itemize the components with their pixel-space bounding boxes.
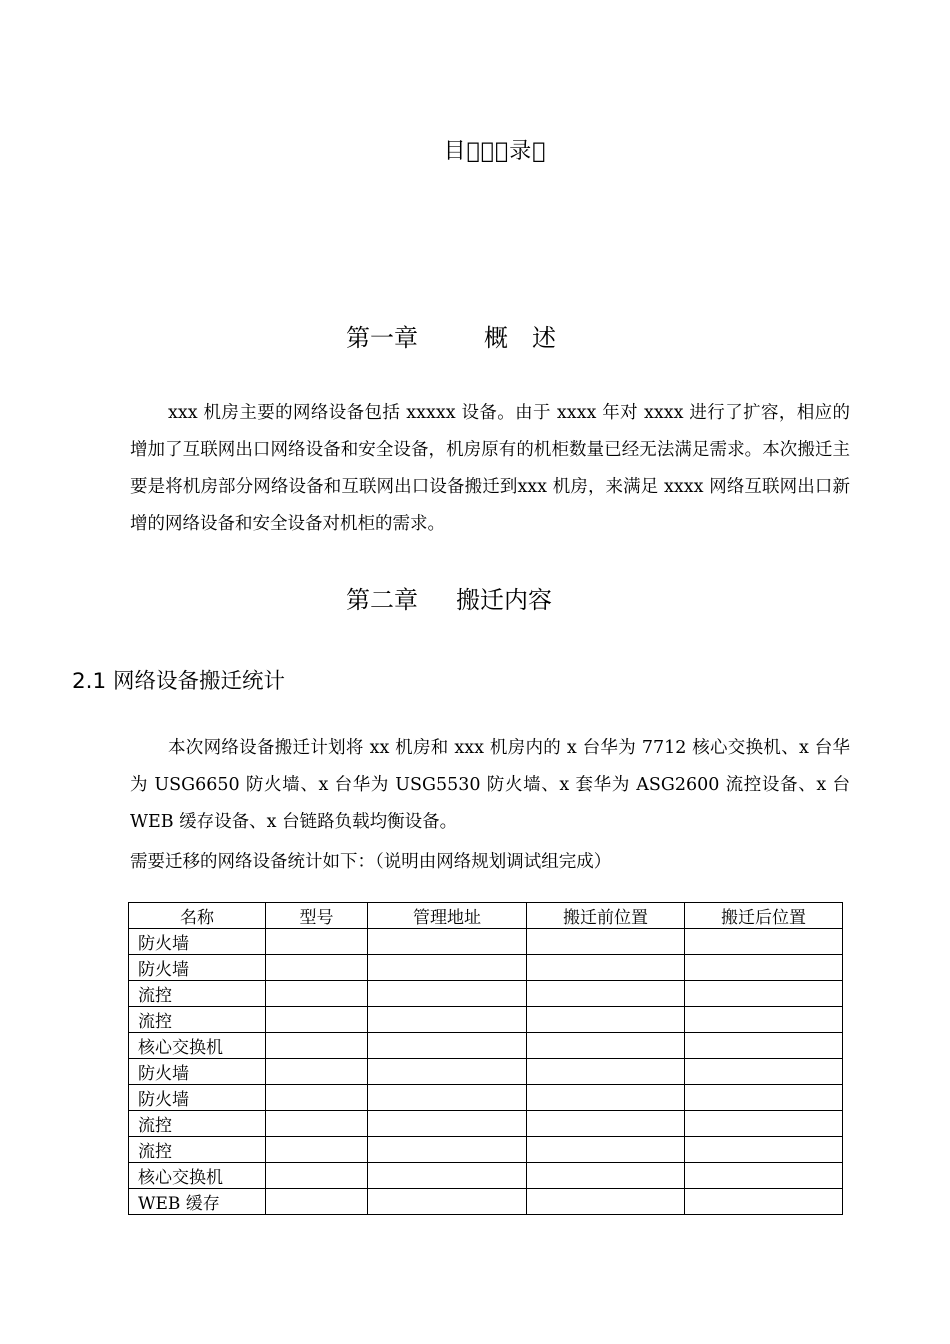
cell-mgmt-address <box>368 1007 527 1033</box>
cell-name: 核心交换机 <box>129 1033 266 1059</box>
cell-mgmt-address <box>368 1059 527 1085</box>
table-row <box>129 1085 843 1111</box>
table-row <box>129 981 843 1007</box>
cell-mgmt-address <box>368 1085 527 1111</box>
table-row <box>129 1059 843 1085</box>
cell-mgmt-address <box>368 955 527 981</box>
cell-mgmt-address <box>368 1189 527 1215</box>
cell-name: 防火墙 <box>129 929 266 955</box>
table-row <box>129 1033 843 1059</box>
cell-location-before <box>527 1033 685 1059</box>
cell-model <box>266 1033 368 1059</box>
cell-location-after <box>685 1111 843 1137</box>
cell-location-after <box>685 1085 843 1111</box>
cell-model <box>266 1085 368 1111</box>
table-row <box>129 1111 843 1137</box>
cell-location-after <box>685 981 843 1007</box>
cell-model <box>266 1059 368 1085</box>
cell-location-before <box>527 955 685 981</box>
chapter2-number: 第二章 <box>346 586 418 614</box>
cell-mgmt-address <box>368 1111 527 1137</box>
chapter2-heading <box>346 580 552 615</box>
cell-name: 流控 <box>129 1137 266 1163</box>
cell-model <box>266 955 368 981</box>
chapter1-paragraph: xxx 机房主要的网络设备包括 xxxxx 设备。由于 xxxx 年对 xxxx 进行了扩容，相应的增加了互联网出口网络设备和安全设备，机房原有的机柜数量已经无法满足需求。本次搬迁主要是将机房部分网络设备和互联网出口设备搬迁到xxx 机房，来满足 xxxx 网络互联网出口新增的网络设备和安全设备对机柜的需求。 <box>130 403 850 534</box>
cell-location-after <box>685 1007 843 1033</box>
table-row <box>129 1007 843 1033</box>
cell-name: 流控 <box>129 1111 266 1137</box>
table-caption: 需要迁移的网络设备统计如下：（说明由网络规划调试组完成） <box>130 852 612 872</box>
cell-location-before <box>527 1111 685 1137</box>
header-model: 型号 <box>266 903 368 929</box>
toc-title: 目   录  <box>443 139 547 164</box>
cell-location-after <box>685 1163 843 1189</box>
table-row <box>129 1163 843 1189</box>
header-mgmt-address: 管理地址 <box>368 903 527 929</box>
header-location-after: 搬迁后位置 <box>685 903 843 929</box>
table-row <box>129 955 843 981</box>
section-2-1-paragraph: 本次网络设备搬迁计划将 xx 机房和 xxx 机房内的 x 台华为 7712 核心交换机、x 台华为 USG6650 防火墙、x 台华为 USG5530 防火墙、x 套华为 ASG2600 流控设备、x 台 WEB 缓存设备、x 台链路负载均衡设备。 <box>130 738 850 832</box>
cell-location-after <box>685 1137 843 1163</box>
cell-name: 防火墙 <box>129 1059 266 1085</box>
table-row <box>129 1137 843 1163</box>
cell-location-before <box>527 1007 685 1033</box>
cell-location-before <box>527 1189 685 1215</box>
cell-name: WEB 缓存 <box>129 1189 266 1215</box>
cell-name: 核心交换机 <box>129 1163 266 1189</box>
chapter1-title: 概 述 <box>484 324 556 352</box>
table-row <box>129 929 843 955</box>
cell-location-before <box>527 1163 685 1189</box>
cell-mgmt-address <box>368 1137 527 1163</box>
cell-name: 流控 <box>129 1007 266 1033</box>
section-2-1-heading: 2.1 网络设备搬迁统计 <box>72 669 286 694</box>
cell-model <box>266 981 368 1007</box>
chapter2-title: 搬迁内容 <box>456 586 552 614</box>
cell-location-before <box>527 981 685 1007</box>
cell-name: 防火墙 <box>129 1085 266 1111</box>
equipment-table <box>128 902 843 1215</box>
table-row <box>129 1189 843 1215</box>
cell-model <box>266 1111 368 1137</box>
cell-location-before <box>527 1137 685 1163</box>
cell-location-before <box>527 1059 685 1085</box>
cell-mgmt-address <box>368 1163 527 1189</box>
cell-model <box>266 929 368 955</box>
table-header-row <box>129 903 843 929</box>
cell-model <box>266 1007 368 1033</box>
cell-mgmt-address <box>368 929 527 955</box>
cell-location-before <box>527 929 685 955</box>
cell-model <box>266 1189 368 1215</box>
cell-location-after <box>685 1033 843 1059</box>
cell-name: 流控 <box>129 981 266 1007</box>
chapter1-number: 第一章 <box>346 324 418 352</box>
cell-location-after <box>685 1059 843 1085</box>
header-name: 名称 <box>129 903 266 929</box>
cell-location-before <box>527 1085 685 1111</box>
cell-mgmt-address <box>368 981 527 1007</box>
cell-model <box>266 1137 368 1163</box>
cell-location-after <box>685 929 843 955</box>
chapter1-heading <box>346 318 556 353</box>
cell-mgmt-address <box>368 1033 527 1059</box>
cell-location-after <box>685 1189 843 1215</box>
cell-name: 防火墙 <box>129 955 266 981</box>
header-location-before: 搬迁前位置 <box>527 903 685 929</box>
cell-model <box>266 1163 368 1189</box>
cell-location-after <box>685 955 843 981</box>
